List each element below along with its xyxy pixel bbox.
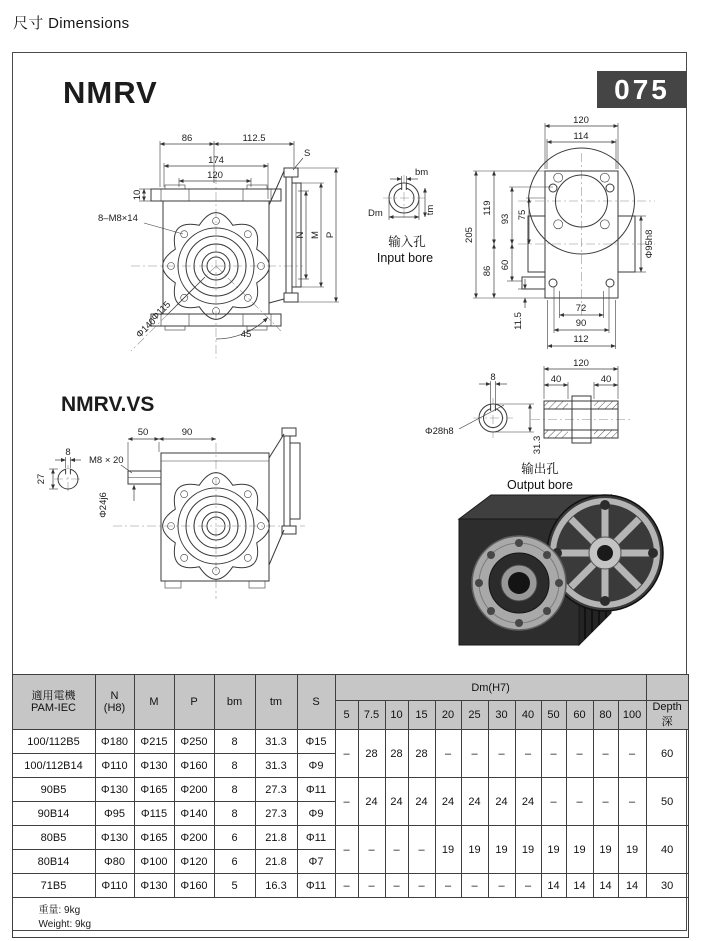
col-header-tm: tm — [255, 675, 297, 730]
dim-205: 205 — [464, 227, 475, 243]
cell-tm: 16.3 — [255, 874, 297, 898]
cell-dm: 28 — [358, 730, 385, 778]
dim-72: 72 — [575, 303, 587, 314]
dim-s: S — [304, 148, 311, 159]
cell-dm: 24 — [515, 778, 541, 826]
technical-drawings — [13, 53, 686, 674]
weight-note — [12, 898, 688, 938]
cell-m: Φ100 — [134, 850, 174, 874]
pam-label-zh: 適用電機 — [31, 690, 76, 702]
page-title: 尺寸 Dimensions — [13, 15, 130, 32]
cell-dm: – — [335, 778, 358, 826]
n-tolerance: (H8) — [103, 702, 126, 714]
cell-s: Φ11 — [297, 778, 335, 802]
cell-tm: 31.3 — [255, 730, 297, 754]
header-row-1 — [12, 675, 688, 701]
dim-40-right: 40 — [600, 374, 612, 385]
cell-dm: 24 — [385, 778, 408, 826]
nmrv-vs-view — [36, 393, 305, 599]
cell-pam: 100/112B5 — [12, 730, 95, 754]
cell-dm: 14 — [541, 874, 566, 898]
cell-dm: – — [408, 874, 435, 898]
dm-size-60: 60 — [566, 701, 593, 730]
model-badge: 075 — [597, 71, 687, 108]
table-row — [12, 730, 688, 754]
dm-size-40: 40 — [515, 701, 541, 730]
dm-size-25: 25 — [461, 701, 488, 730]
cell-tm: 27.3 — [255, 802, 297, 826]
cell-n: Φ80 — [95, 850, 134, 874]
cell-dm: – — [358, 826, 385, 874]
dm-size-20: 20 — [435, 701, 461, 730]
cell-dm: – — [618, 730, 646, 778]
dim-out-120: 120 — [573, 358, 589, 369]
cell-dm: – — [335, 826, 358, 874]
cell-bm: 8 — [214, 778, 255, 802]
dim-phi140: Φ140 — [134, 316, 159, 341]
dm-size-15: 15 — [408, 701, 435, 730]
cell-depth: 40 — [646, 826, 688, 874]
cell-m: Φ115 — [134, 802, 174, 826]
dim-75: 75 — [517, 209, 528, 221]
cell-s: Φ7 — [297, 850, 335, 874]
col-header-m: M — [134, 675, 174, 730]
cell-dm: – — [435, 874, 461, 898]
col-header-n — [95, 675, 134, 730]
cell-dm: 24 — [488, 778, 515, 826]
col-header-bm: bm — [214, 675, 255, 730]
cell-dm: – — [335, 874, 358, 898]
dm-size-100: 100 — [618, 701, 646, 730]
weight-en: Weight: 9kg — [38, 918, 92, 930]
dim-out-8: 8 — [490, 372, 496, 383]
dm-size-7-5: 7.5 — [358, 701, 385, 730]
col-header-p: P — [174, 675, 214, 730]
cell-dm: – — [541, 730, 566, 778]
dim-rear-114: 114 — [573, 131, 589, 142]
dim-p: P — [325, 231, 336, 239]
cell-dm: – — [566, 778, 593, 826]
cell-p: Φ200 — [174, 826, 214, 850]
cell-depth: 30 — [646, 874, 688, 898]
cell-dm: – — [408, 826, 435, 874]
dim-vs-50: 50 — [137, 427, 149, 438]
cell-dm: 24 — [408, 778, 435, 826]
cell-tm: 21.8 — [255, 850, 297, 874]
dm-size-30: 30 — [488, 701, 515, 730]
dim-60: 60 — [500, 259, 511, 271]
weight-row — [12, 898, 688, 938]
input-bore-detail — [368, 167, 436, 265]
cell-n: Φ130 — [95, 826, 134, 850]
dim-174: 174 — [208, 155, 224, 166]
cell-m: Φ165 — [134, 826, 174, 850]
dim-45: 45 — [240, 329, 252, 340]
cell-tm: 21.8 — [255, 826, 297, 850]
cell-bm: 6 — [214, 826, 255, 850]
cell-dm: – — [358, 874, 385, 898]
cell-dm: – — [435, 730, 461, 778]
cell-dm: – — [385, 874, 408, 898]
dim-dm: Dm — [368, 208, 383, 219]
cell-tm: 31.3 — [255, 754, 297, 778]
cell-dm: 24 — [358, 778, 385, 826]
dim-m: M — [310, 231, 321, 239]
cell-m: Φ165 — [134, 778, 174, 802]
cell-p: Φ160 — [174, 874, 214, 898]
cell-dm: 19 — [515, 826, 541, 874]
table-row — [12, 826, 688, 850]
output-bore-caption-zh: 输出孔 — [521, 462, 559, 476]
dim-86: 86 — [181, 133, 193, 144]
col-header-depth-spacer — [646, 675, 688, 701]
rear-view — [464, 115, 655, 349]
cell-dm: 19 — [435, 826, 461, 874]
nmrv-front-view — [98, 133, 339, 358]
cell-p: Φ160 — [174, 754, 214, 778]
input-bore-caption-en: Input bore — [376, 251, 434, 265]
dim-rear-86: 86 — [482, 265, 493, 277]
col-header-depth: Depth 深 — [646, 701, 688, 730]
cell-dm: – — [335, 730, 358, 778]
cell-s: Φ9 — [297, 802, 335, 826]
cell-dm: 24 — [461, 778, 488, 826]
cell-bm: 8 — [214, 754, 255, 778]
dim-11-5: 11.5 — [513, 312, 524, 330]
cell-n: Φ110 — [95, 874, 134, 898]
dimension-table — [12, 674, 689, 938]
table-row — [12, 778, 688, 802]
series-title: NMRV — [63, 75, 158, 110]
table-row — [12, 874, 688, 898]
cell-dm: – — [488, 874, 515, 898]
cell-s: Φ11 — [297, 874, 335, 898]
dim-phi28h8: Φ28h8 — [425, 426, 454, 437]
cell-dm: 28 — [385, 730, 408, 778]
weight-zh: 重量: 9kg — [38, 904, 81, 916]
product-photo — [459, 495, 663, 645]
cell-s: Φ9 — [297, 754, 335, 778]
dim-vs-90: 90 — [181, 427, 193, 438]
cell-bm: 6 — [214, 850, 255, 874]
dim-40-left: 40 — [550, 374, 562, 385]
dm-size-10: 10 — [385, 701, 408, 730]
cell-dm: 19 — [461, 826, 488, 874]
dim-bolts: 8–M8×14 — [98, 213, 138, 224]
dm-size-80: 80 — [593, 701, 618, 730]
dim-112: 112 — [573, 334, 589, 345]
input-bore-caption-zh: 输入孔 — [388, 235, 426, 249]
cell-bm: 8 — [214, 802, 255, 826]
dm-size-50: 50 — [541, 701, 566, 730]
cell-n: Φ130 — [95, 778, 134, 802]
dim-phi115: Φ115 — [149, 299, 174, 324]
dm-size-5: 5 — [335, 701, 358, 730]
cell-dm: 24 — [435, 778, 461, 826]
cell-dm: – — [515, 874, 541, 898]
col-header-s: S — [297, 675, 335, 730]
dim-112-5: 112.5 — [242, 133, 266, 144]
cell-dm: – — [515, 730, 541, 778]
cell-pam: 90B14 — [12, 802, 95, 826]
cell-bm: 8 — [214, 730, 255, 754]
cell-p: Φ120 — [174, 850, 214, 874]
output-shaft-section — [531, 358, 631, 443]
n-label: N — [110, 690, 119, 702]
cell-dm: – — [593, 730, 618, 778]
cell-dm: 14 — [593, 874, 618, 898]
vs-title: NMRV.VS — [61, 393, 155, 416]
cell-dm: 19 — [566, 826, 593, 874]
cell-pam: 80B5 — [12, 826, 95, 850]
cell-dm: 14 — [566, 874, 593, 898]
cell-dm: – — [593, 778, 618, 826]
cell-dm: – — [618, 778, 646, 826]
cell-pam: 100/112B14 — [12, 754, 95, 778]
cell-n: Φ95 — [95, 802, 134, 826]
dim-vs-8: 8 — [65, 447, 71, 458]
cell-tm: 27.3 — [255, 778, 297, 802]
dim-phi95h8: Φ95h8 — [644, 229, 655, 259]
dim-tm: tm — [425, 204, 436, 216]
col-header-pam — [12, 675, 95, 730]
cell-pam: 90B5 — [12, 778, 95, 802]
cell-m: Φ215 — [134, 730, 174, 754]
dim-m8x20: M8 × 20 — [89, 455, 124, 466]
cell-pam: 71B5 — [12, 874, 95, 898]
dim-93: 93 — [500, 213, 511, 225]
cell-pam: 80B14 — [12, 850, 95, 874]
dim-27: 27 — [36, 473, 47, 485]
cell-dm: 19 — [593, 826, 618, 874]
cell-dm: 19 — [618, 826, 646, 874]
cell-m: Φ130 — [134, 874, 174, 898]
dim-n: N — [295, 231, 306, 239]
cell-s: Φ11 — [297, 826, 335, 850]
cell-dm: – — [541, 778, 566, 826]
cell-depth: 60 — [646, 730, 688, 778]
dim-120: 120 — [207, 170, 223, 181]
cell-p: Φ250 — [174, 730, 214, 754]
content-box — [12, 52, 687, 931]
cell-m: Φ130 — [134, 754, 174, 778]
cell-bm: 5 — [214, 874, 255, 898]
cell-dm: – — [488, 730, 515, 778]
cell-dm: 14 — [618, 874, 646, 898]
col-header-dm-group: Dm(H7) — [335, 675, 646, 701]
dim-119: 119 — [482, 200, 493, 216]
cell-dm: – — [461, 874, 488, 898]
cell-depth: 50 — [646, 778, 688, 826]
cell-dm: – — [461, 730, 488, 778]
cell-dm: 28 — [408, 730, 435, 778]
dim-bm: bm — [415, 167, 429, 178]
cell-dm: 19 — [541, 826, 566, 874]
cell-p: Φ140 — [174, 802, 214, 826]
cell-n: Φ110 — [95, 754, 134, 778]
pam-label-en: PAM-IEC — [30, 702, 77, 714]
cell-dm: – — [566, 730, 593, 778]
cell-dm: 19 — [488, 826, 515, 874]
dim-10: 10 — [132, 189, 143, 201]
cell-dm: – — [385, 826, 408, 874]
cell-p: Φ200 — [174, 778, 214, 802]
dim-90: 90 — [575, 318, 587, 329]
output-bore-caption-en: Output bore — [506, 478, 574, 492]
dim-31-3: 31.3 — [532, 435, 543, 455]
dim-rear-120: 120 — [573, 115, 589, 126]
cell-s: Φ15 — [297, 730, 335, 754]
dim-phi24j6: Φ24j6 — [98, 492, 109, 518]
cell-n: Φ180 — [95, 730, 134, 754]
